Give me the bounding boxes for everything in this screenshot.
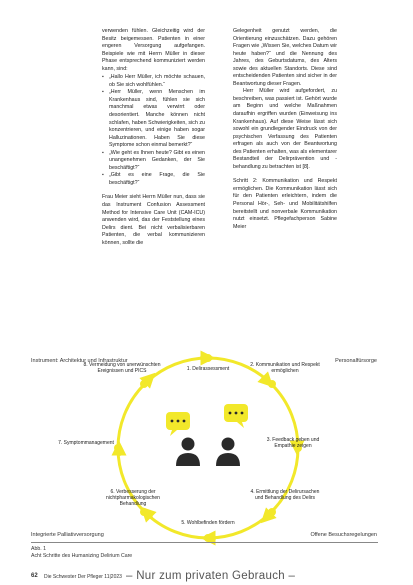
- node-label-8: 8. Vermeidung von unerwünschten Ereignissen und PICS: [83, 362, 161, 375]
- right-first-paragraph: Gelegenheit genutzt werden, die Orientierung einzuschätzen. Dazu gehören Fragen wie „Wissen Sie, welches Datum wir heute haben?“ und die Nennung des Jahres, des Geburtsdatums, des Alters sowie des aktuellen Standorts. Diese sind entscheidenden Patienten sind sicher in der Beantwortung dieser Fragen.: [233, 28, 337, 87]
- right-third-paragraph: Schritt 2: Kommunikation und Respekt ermöglichen. Die Kommunikation lässt sich für den Patienten erleichtern, indem die Personal Hör-, Seh- und Mobilitätshilfen bereitstellt und nonverbale Kommunikation nutzt einsetzt. Pflegefachperson Sabine Meier: [233, 178, 337, 230]
- bullet-item: ▪ „Hallo Herr Müller, ich möchte schauen, ob Sie sich wohlfühlen.“: [102, 74, 205, 89]
- page-number: 62: [31, 573, 38, 579]
- left-second-paragraph: Frau Meier sieht Herrn Müller nun, dass sie das Instrument Confusion Assessment Method for Intensive Care Unit (CAM-ICU) anwenden wird, das der Feststellung eines Delirs dient. Bei nicht verbalisierbaren Patienten, die verbal kommunizieren können, sollte die: [102, 194, 205, 246]
- speech-bubble-right-icon: [224, 404, 248, 428]
- node-label-1: 1. Delirassessment: [186, 366, 230, 372]
- caption-rule: [31, 542, 378, 543]
- bullet-item: ▪ „Gibt es eine Frage, die Sie beschäftigt?“: [102, 172, 205, 187]
- node-dot: [140, 508, 148, 516]
- figure-caption-text: Acht Schritte des Humanizing Delirium Care: [31, 553, 133, 559]
- corner-label-bottom-right: Offene Besuchsregelungen: [310, 532, 377, 538]
- node-label-2: 2. Kommunikation und Respekt ermöglichen: [250, 362, 320, 375]
- corner-label-top-left: Instrument: Architektur und Infrastruktur: [31, 358, 128, 364]
- bullet-item: ▪ „Wie geht es Ihnen heute? Gibt es einen unangenehmen Gedanken, der Sie beschäftigt?“: [102, 150, 205, 173]
- bullet-item: ▪ „Herr Müller, wenn Menschen im Krankenhaus sind, fühlen sie sich manchmal etwas verwirrt oder desorientiert. Manche können nicht schlafen, haben Schwierigkeiten, sich zu konzentrieren, und einige haben sogar Halluzinationen. Haben Sie diese Symptome schon einmal bemerkt?“: [102, 89, 205, 149]
- cycle-arrow: [262, 376, 268, 382]
- corner-label-top-right: Personalfürsorge: [335, 358, 377, 364]
- node-label-5: 5. Wohlbefinden fördern: [181, 520, 235, 526]
- node-label-6: 6. Verbesserung der nichtpharmakologischen Behandlung: [106, 489, 160, 508]
- node-dot: [204, 354, 212, 362]
- right-second-paragraph: Herr Müller wird aufgefordert, zu beschreiben, was passiert ist. Gehört wurde am Beginn und welche Maßnahmen daraufhin ergriffen wurden (Einweisung ins Krankenhaus). Auf diese Weise lässt sich sowohl ein grundlegender Eindruck von der psychischen Verfassung des Patienten erfragen als auch von der Beantwortung des Patienten erhalten, was als elementarer Bestandteil der Delirprävention und -behandlung zu betrachten ist [8].: [233, 88, 337, 170]
- corner-label-bottom-left: Integrierte Palliativversorgung: [31, 532, 104, 538]
- journal-line: Die Schwester Der Pfleger 11|2023: [44, 574, 122, 580]
- node-label-7: 7. Symptommanagement: [58, 440, 114, 446]
- node-label-3: 3. Feedback geben und Empathie zeigen: [266, 437, 320, 450]
- figure-caption-label: Abb. 1: [31, 546, 46, 552]
- node-dot: [140, 380, 148, 388]
- left-intro-paragraph: verwenden fühlen. Gleichzeitig wird der Besitz beigemessen. Patienten in einer engeren Versorgung aufgefangen. Beispiele wie mit Herrn Müller in dieser Phase entsprechend kommuniziert werden kann, sind:: [102, 28, 205, 72]
- node-label-4: 4. Ermittlung der Delirursachen und Behandlung des Delirs: [250, 489, 320, 502]
- person-right-icon: [216, 438, 240, 467]
- person-left-icon: [176, 438, 200, 467]
- node-dot: [204, 534, 212, 542]
- node-dot: [268, 380, 276, 388]
- speech-bubble-left-icon: [166, 412, 190, 436]
- node-dot: [268, 508, 276, 516]
- private-use-watermark: – Nur zum privaten Gebrauch –: [126, 570, 296, 582]
